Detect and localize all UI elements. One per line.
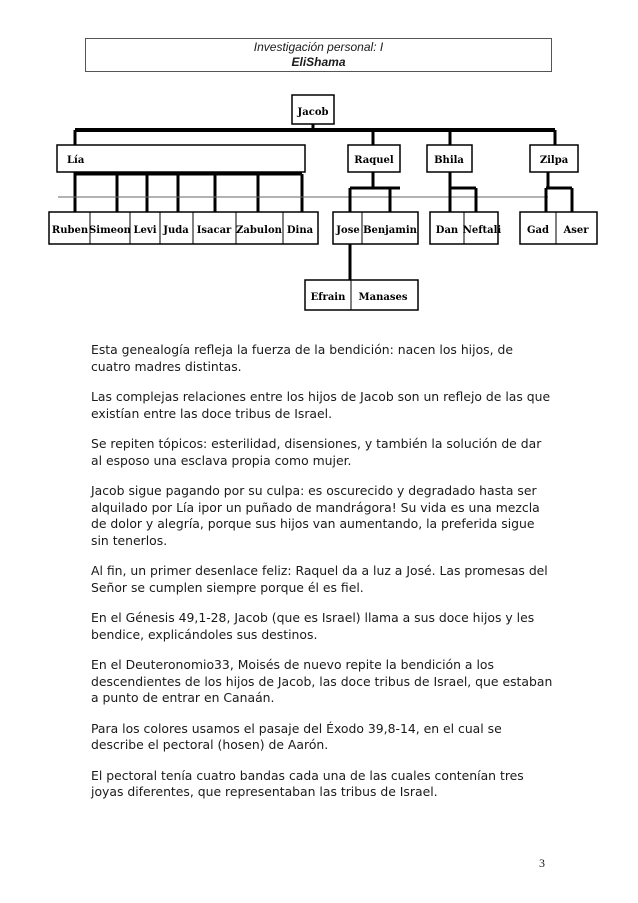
- node-bhila: [427, 145, 472, 172]
- paragraph: Jacob sigue pagando por su culpa: es oscurecido y degradado hasta ser alquilado por Lía ipor un puñado de mandrágora! Su vida es una mezcla de dolor y alegría, porque sus hijos van aumentando, la preferida sigue sin tenerlos.: [91, 483, 540, 548]
- bhila-children-group: [430, 212, 501, 244]
- raquel-children-group: [333, 212, 418, 244]
- node-ruben: Ruben: [51, 225, 89, 236]
- node-dina: Dina: [286, 225, 314, 236]
- node-raquel: [348, 145, 400, 172]
- document-title: Investigación personal: I: [253, 40, 384, 54]
- paragraph: Para los colores usamos el pasaje del Éxodo 39,8-14, en el cual se describe el pectoral (hosen) de Aarón.: [91, 720, 502, 752]
- node-neftali: Neftali: [462, 225, 502, 236]
- paragraph: En el Génesis 49,1-28, Jacob (que es Israel) llama a sus doce hijos y les bendice, explicándoles sus destinos.: [91, 610, 535, 642]
- node-zabulon: Zabulon: [236, 225, 282, 236]
- page-number: 3: [539, 856, 545, 870]
- node-label: Bhila: [434, 155, 464, 166]
- document-author: EliShama: [291, 55, 346, 69]
- paragraph: En el Deuteronomio33, Moisés de nuevo repite la bendición a los descendientes de los hijos de Jacob, las doce tribus de Israel, que estaban a punto de entrar en Canaán.: [91, 657, 553, 705]
- node-label: Lía: [67, 155, 85, 166]
- paragraph: Se repiten tópicos: esterilidad, disensiones, y también la solución de dar al esposo una esclava propia como mujer.: [91, 436, 542, 468]
- node-jacob: [292, 95, 334, 124]
- node-label: Jacob: [297, 107, 329, 118]
- node-juda: Juda: [163, 225, 189, 236]
- node-simeon: Simeon: [89, 225, 131, 236]
- zilpa-children-group: [520, 212, 597, 244]
- node-isacar: Isacar: [196, 225, 232, 236]
- node-manases: Manases: [358, 292, 408, 303]
- node-label: Zilpa: [539, 155, 569, 166]
- node-benjamin: Benjamin: [363, 225, 417, 236]
- node-jose: Jose: [336, 225, 360, 236]
- node-zilpa: [530, 145, 578, 172]
- node-efrain: Efrain: [310, 292, 346, 303]
- paragraph: Esta genealogía refleja la fuerza de la bendición: nacen los hijos, de cuatro madres distintas.: [91, 342, 513, 374]
- body-text: [91, 342, 556, 815]
- jose-children-group: [305, 280, 418, 310]
- node-gad: Gad: [526, 225, 550, 236]
- node-levi: Levi: [133, 225, 157, 236]
- node-dan: Dan: [435, 225, 459, 236]
- genealogy-tree: [0, 0, 638, 330]
- lia-children-group: [49, 212, 318, 244]
- node-label: Raquel: [354, 155, 394, 166]
- paragraph: El pectoral tenía cuatro bandas cada una de las cuales contenían tres joyas diferentes, que representaban las tribus de Israel.: [91, 767, 524, 799]
- node-lia: [57, 145, 305, 172]
- paragraph: Al fin, un primer desenlace feliz: Raquel da a luz a José. Las promesas del Señor se cumplen siempre porque él es fiel.: [91, 563, 548, 595]
- paragraph: Las complejas relaciones entre los hijos de Jacob son un reflejo de las que existían entre las doce tribus de Israel.: [91, 389, 551, 421]
- node-aser: Aser: [563, 225, 589, 236]
